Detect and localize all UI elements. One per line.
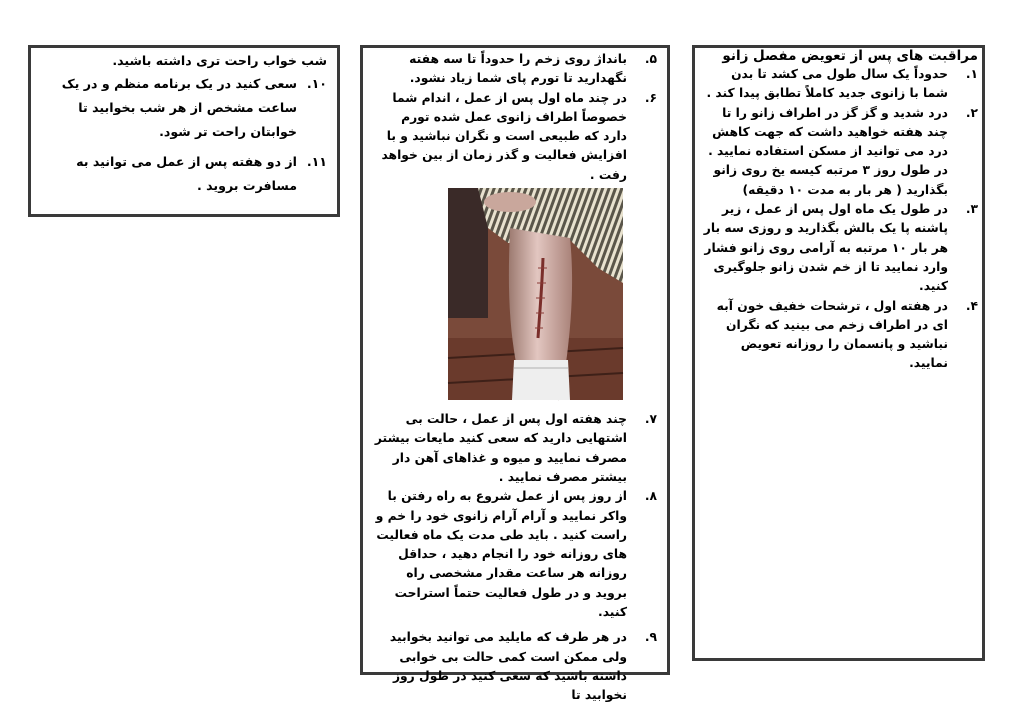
item-text: در طول یک ماه اول پس از عمل ، زیر پاشنه پا یک بالش بگذارید و روزی سه بار هر بار ۱۰ مرتبه به آرامی روی زانو فشار وارد نمایید تا از خم شدن زانو جلوگیری کنید. — [703, 202, 948, 294]
left-panel — [28, 45, 340, 217]
item-text: از دو هفته پس از عمل می توانید به مسافرت بروید . — [76, 154, 297, 193]
continuation-text: شب خواب راحت تری داشته باشید. — [112, 53, 327, 68]
item-text: در هفته اول ، ترشحات خفیف خون آبه ای در اطراف زخم می بینید که نگران نباشید و پانسمان را روزانه تعویض نمایید. — [716, 298, 948, 371]
item-text: درد شدید و گز گز در اطراف زانو را تا چند هفته خواهید داشت که جهت کاهش درد می توانید از مسکن استفاده نمایید . در طول روز ۳ مرتبه کیسه یخ روی زانو بگذارید ( هر بار به مدت ۱۰ دقیقه) — [708, 105, 948, 197]
item-text: چند هفته اول پس از عمل ، حالت بی اشتهایی دارید که سعی کنید مایعات بیشتر مصرف نمایید و میوه و غذاهای آهن دار بیشتر مصرف نمایید . — [374, 412, 627, 484]
item-text: از روز پس از عمل شروع به راه رفتن با واکر نمایید و آرام آرام زانوی خود را خم و راست کنید . باید طی مدت یک ماه فعالیت های روزانه خود را انجام دهید ، حداقل روزانه هر ساعت مقدار مشخصی راه بروید و در طول فعالیت حتماً استراحت کنید. — [375, 489, 627, 620]
list-item — [703, 297, 978, 374]
list-item — [41, 150, 327, 198]
list-item — [373, 410, 657, 487]
item-number: ۱۱. — [306, 154, 327, 169]
item-number: ۷. — [644, 412, 657, 427]
list-item — [373, 50, 657, 89]
right-panel — [692, 45, 985, 661]
item-number: ۱. — [965, 67, 978, 81]
item-text: بانداژ روی زخم را حدوداً تا سه هفته نگهدارید تا تورم پای شما زیاد نشود. — [409, 52, 627, 86]
list-item — [373, 89, 657, 185]
page-title: مراقبت های پس از تعویض مفصل زانو — [722, 48, 978, 64]
middle-panel — [360, 45, 670, 703]
list-item — [703, 104, 978, 200]
item-text: حدوداً یک سال طول می کشد تا بدن شما با زانوی جدید کاملاً تطابق پیدا کند . — [706, 67, 948, 101]
list-item — [703, 65, 978, 104]
spacer — [373, 400, 657, 410]
list-item — [373, 628, 657, 705]
item-text: در هر طرف که مایلید می توانید بخوابید ولی ممکن است کمی حالت بی خوابی داشته باشید که سعی کنید در طول روز نخوابید تا — [389, 630, 627, 703]
knee-surgery-photo — [448, 188, 623, 400]
item-text: سعی کنید در یک برنامه منظم و در یک ساعت مشخص از هر شب بخوابید تا خوابتان راحت تر شود. — [61, 76, 297, 139]
knee-photo-illustration — [448, 188, 623, 400]
list-item — [703, 200, 978, 296]
item-number: ۵. — [644, 52, 657, 66]
item-text: در چند ماه اول پس از عمل ، اندام شما خصوصاً اطراف زانوی عمل شده تورم دارد که طبیعی است و نگران نباشید و با افزایش فعالیت و گذر زمان از بین خواهد رفت . — [381, 90, 627, 182]
item-number: ۳. — [965, 202, 978, 217]
item-number: ۲. — [965, 105, 978, 120]
item-number: ۹. — [644, 630, 657, 645]
item-number: ۴. — [965, 298, 978, 313]
list-item — [373, 487, 657, 622]
item-number: ۶. — [644, 90, 657, 105]
item-number: ۱۰. — [306, 76, 327, 91]
item-number: ۸. — [644, 489, 657, 504]
list-item — [41, 72, 327, 144]
